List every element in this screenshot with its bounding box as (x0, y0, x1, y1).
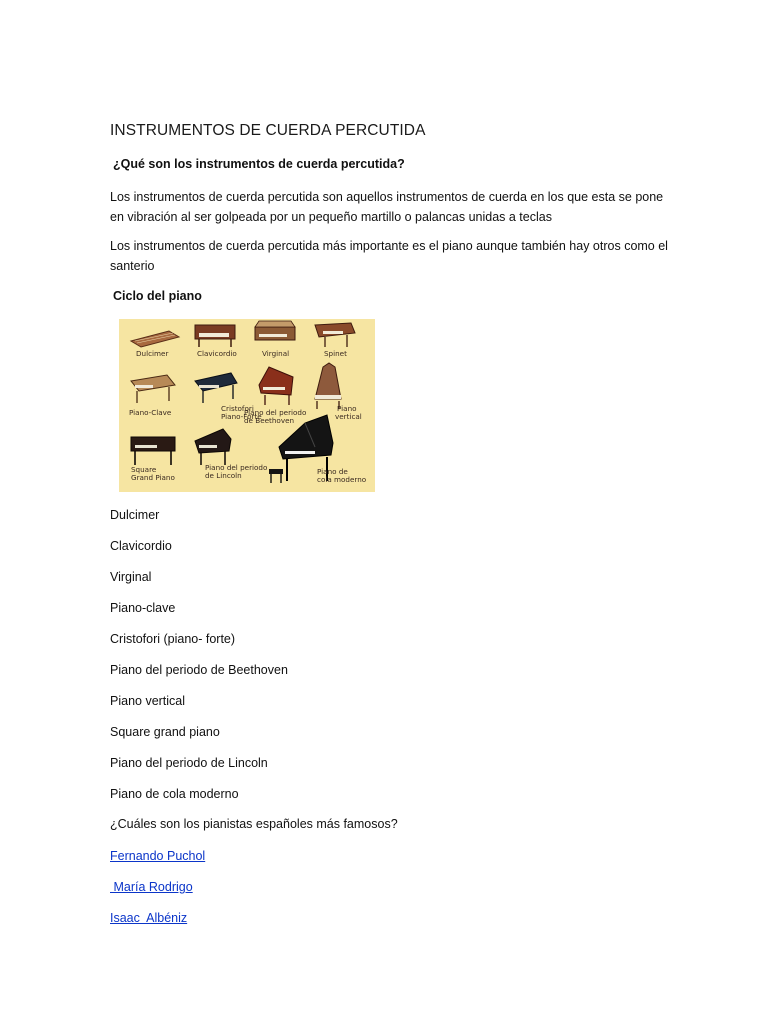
cycle-heading: Ciclo del piano (113, 289, 202, 303)
caption-cola-1: Piano de (317, 467, 348, 476)
page-title: INSTRUMENTOS DE CUERDA PERCUTIDA (110, 122, 426, 139)
caption-beethoven-1: Piano del periodo (244, 408, 307, 417)
caption-piano-clave: Piano-Clave (129, 408, 172, 417)
beethoven-piano-illustration (259, 367, 293, 405)
caption-vertical-2: vertical (335, 412, 362, 421)
caption-dulcimer: Dulcimer (136, 349, 169, 358)
list-item: Piano-clave (110, 601, 176, 615)
piano-cycle-image (119, 319, 375, 492)
definition-paragraph: Los instrumentos de cuerda percutida son aquellos instrumentos de cuerda en los que esta se pone en vibración al ser golpeada por un pequeño martillo o palancas unidas a teclas (110, 190, 664, 224)
link-isaac-albeniz[interactable]: Isaac Albéniz (110, 911, 188, 925)
list-item: Piano del periodo de Lincoln (110, 756, 268, 770)
importance-paragraph: Los instrumentos de cuerda percutida más importante es el piano aunque también hay otros como el santerio (110, 239, 668, 273)
lincoln-piano-illustration (195, 429, 231, 465)
caption-virginal: Virginal (262, 349, 290, 358)
caption-vertical-1: Piano (337, 404, 357, 413)
piano-clave-illustration (131, 375, 175, 403)
list-item: Cristofori (piano- forte) (110, 632, 236, 646)
instrument-list (110, 507, 288, 817)
caption-square-2: Grand Piano (131, 473, 175, 482)
caption-spinet: Spinet (324, 349, 347, 358)
question-heading: ¿Qué son los instrumentos de cuerda percutida? (113, 157, 405, 171)
caption-lincoln-2: de Lincoln (205, 471, 242, 480)
virginal-illustration (255, 321, 295, 340)
list-item: Dulcimer (110, 508, 160, 522)
caption-square-1: Square (131, 465, 157, 474)
caption-cristofori-2: Piano-Forte (221, 412, 262, 421)
pianist-links (110, 848, 205, 941)
list-item: Square grand piano (110, 725, 220, 739)
link-fernando-puchol[interactable]: Fernando Puchol (110, 849, 206, 863)
square-grand-piano-illustration (131, 437, 175, 465)
list-item: Virginal (110, 570, 152, 584)
caption-beethoven-2: de Beethoven (244, 416, 295, 425)
list-item: Piano del periodo de Beethoven (110, 663, 288, 677)
cristofori-illustration (195, 373, 237, 403)
list-item: Piano vertical (110, 694, 186, 708)
vertical-piano-illustration (315, 363, 341, 409)
caption-cola-2: cola moderno (317, 475, 367, 484)
list-item: Piano de cola moderno (110, 787, 239, 801)
caption-cristofori-1: Cristofori (221, 404, 254, 413)
pianists-question: ¿Cuáles son los pianistas españoles más famosos? (110, 817, 398, 831)
link-maria-rodrigo[interactable]: María Rodrigo (110, 880, 193, 894)
dulcimer-illustration (131, 331, 179, 347)
list-item: Clavicordio (110, 539, 172, 553)
caption-lincoln-1: Piano del periodo (205, 463, 268, 472)
spinet-illustration (315, 323, 355, 347)
clavicordio-illustration (195, 325, 235, 347)
caption-clavicordio: Clavicordio (197, 349, 237, 358)
